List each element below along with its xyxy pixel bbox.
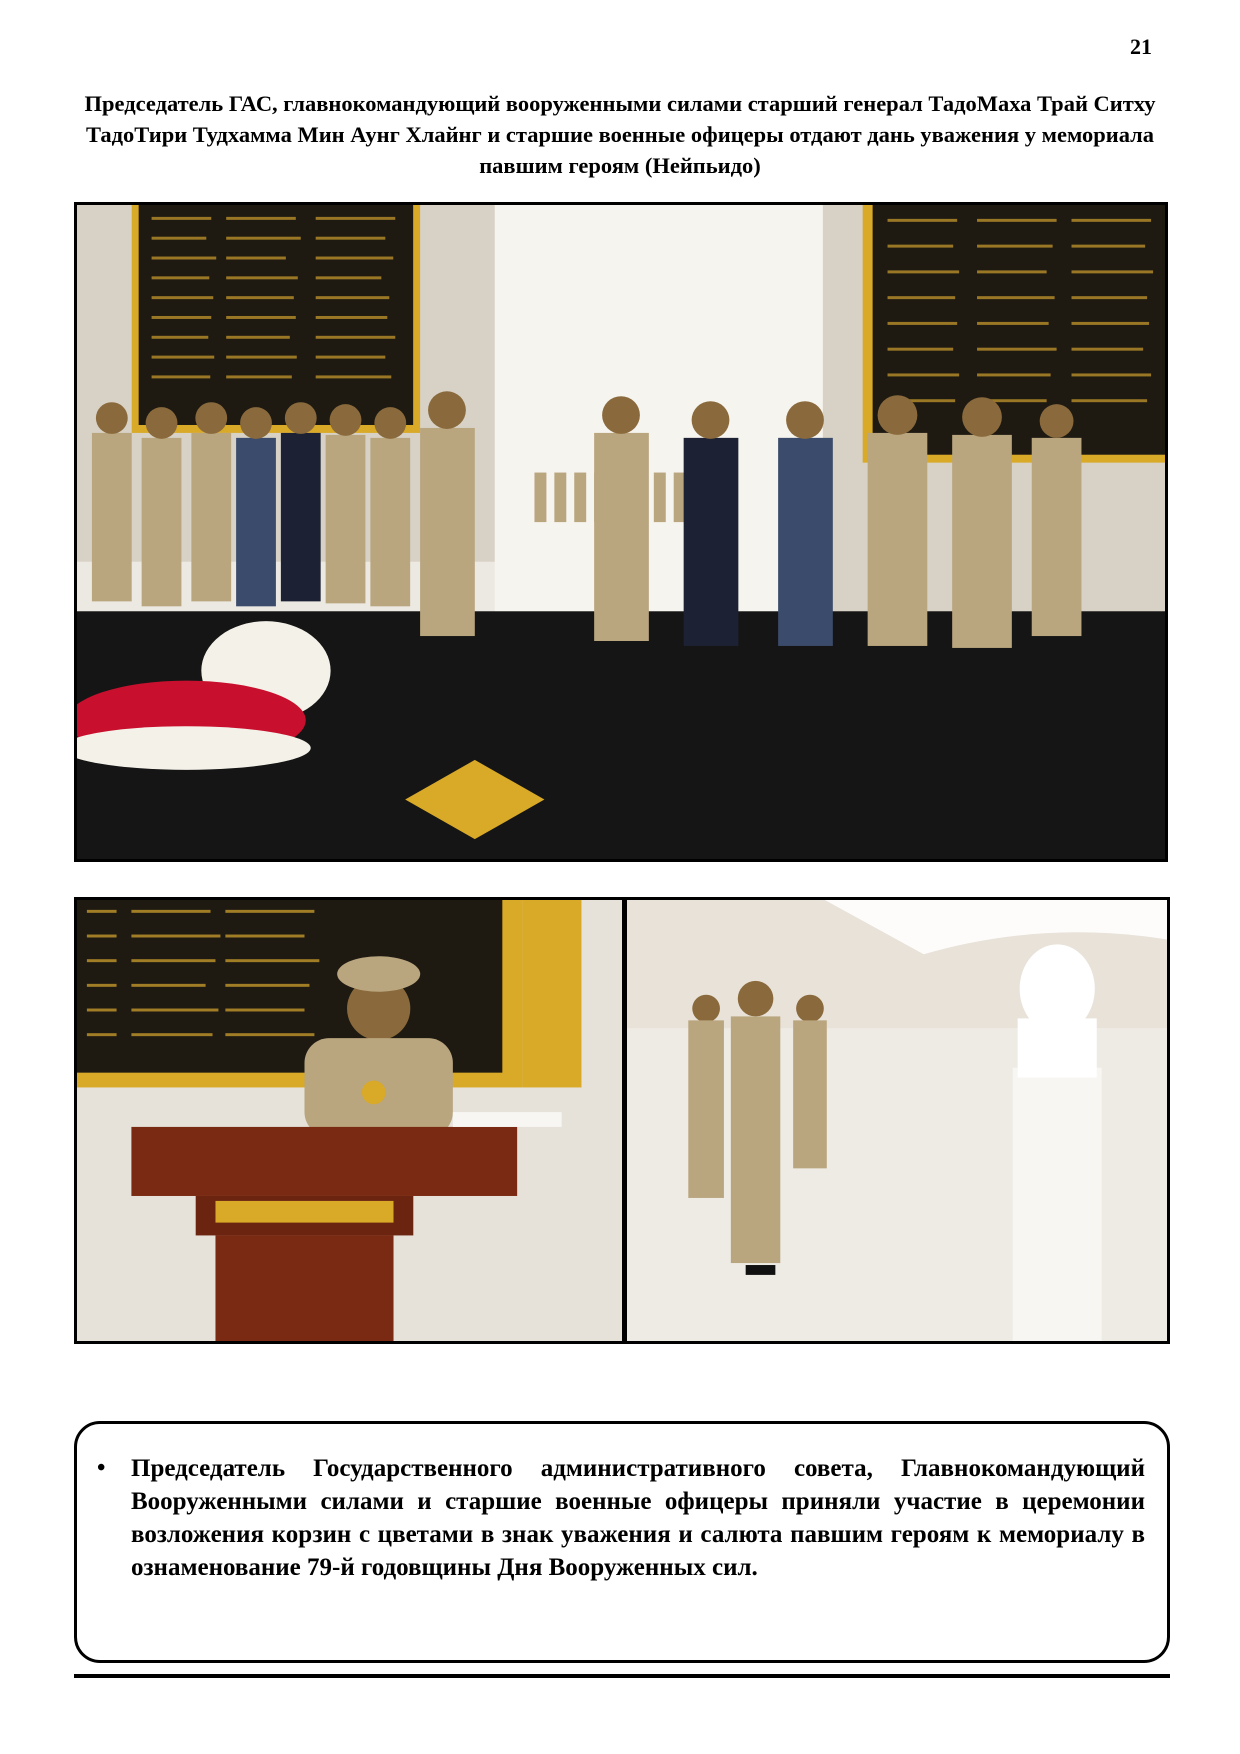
page-number: 21 — [1130, 34, 1152, 59]
photo-bust-monument-illustration — [627, 900, 1167, 1341]
photo-bust-monument — [624, 897, 1170, 1344]
info-box — [74, 1421, 1170, 1663]
photo-officers-saluting-illustration — [77, 205, 1165, 859]
footer-rule — [74, 1674, 1170, 1678]
photo-caption: Председатель ГАС, главнокомандующий вооруженными силами старший генерал ТадоМаха Трай Ситху ТадоТири Тудхамма Мин Аунг Хлайнг и старшие военные офицеры отдают дань уважения у мемориала павшим героям (Нейпьидо) — [84, 91, 1156, 178]
photo-signing-guestbook — [74, 897, 625, 1344]
info-bullet-text: Председатель Государственного административного совета, Главнокомандующий Вооруженными силами и старшие военные офицеры приняли участие в церемонии возложения корзин с цветами в знак уважения и салюта павшим героям к мемориалу в ознаменование 79-й годовщины Дня Вооруженных сил. — [131, 1455, 1145, 1581]
photo-signing-guestbook-illustration — [77, 900, 622, 1341]
bullet-icon: • — [97, 1455, 106, 1481]
info-bullet-item — [97, 1452, 1145, 1584]
photo-officers-saluting — [74, 202, 1168, 862]
